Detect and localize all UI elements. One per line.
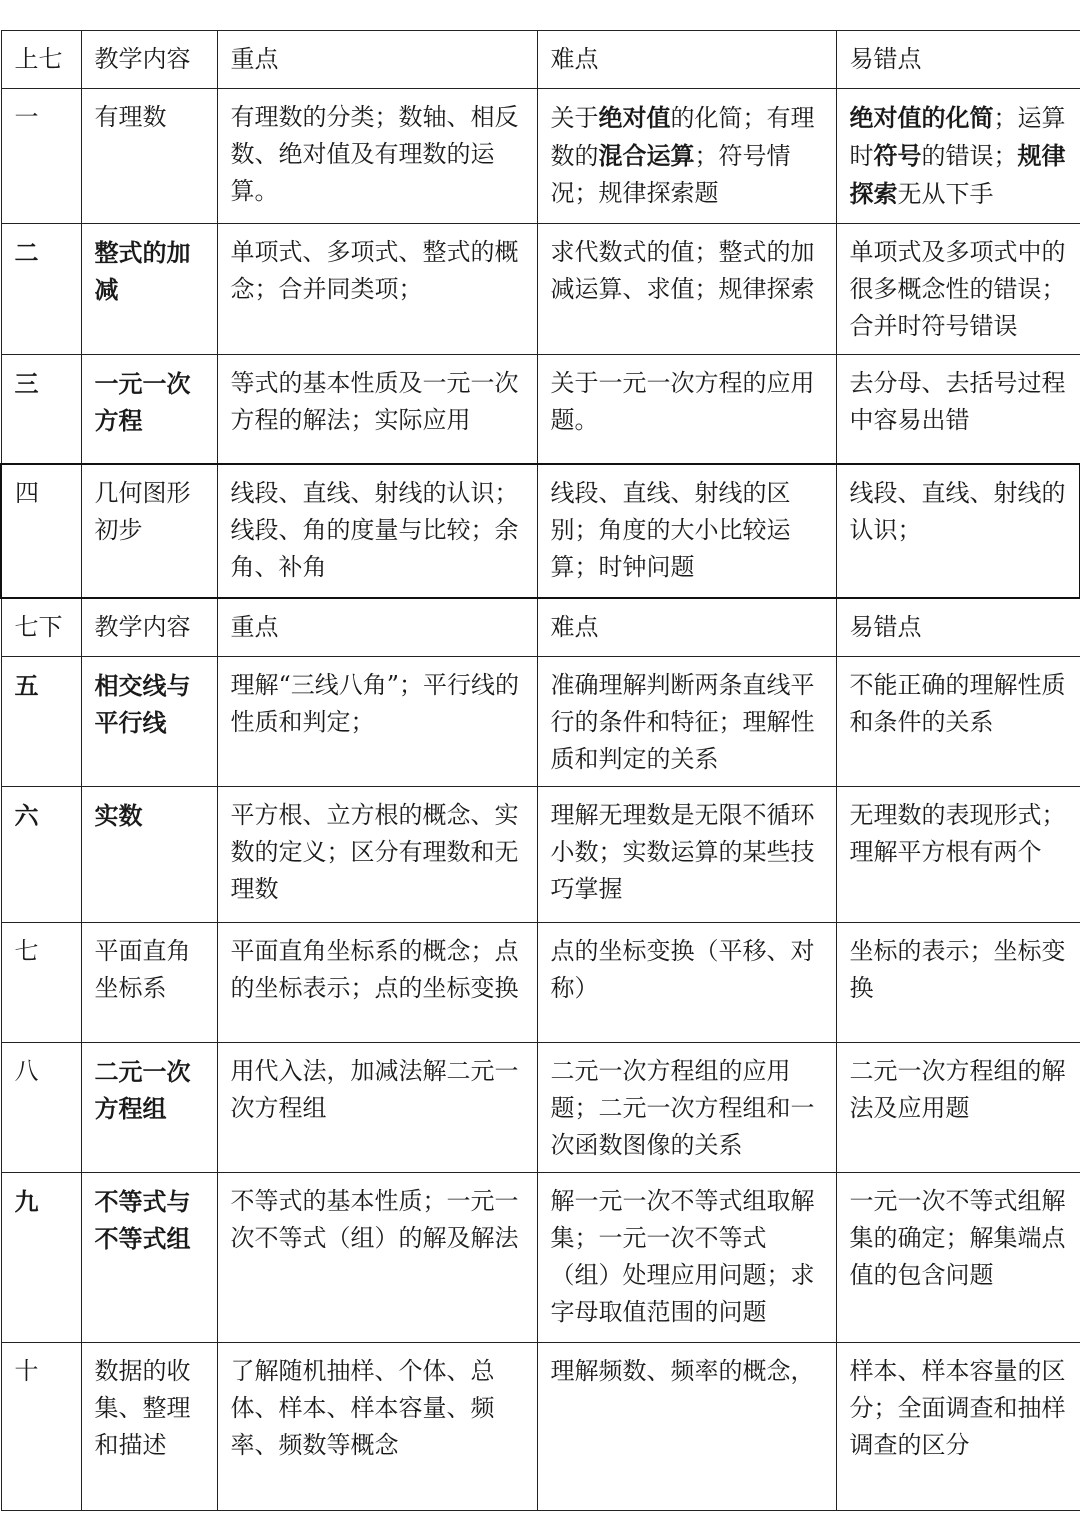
difficulties-cell: 理解频数、频率的概念， [537, 1342, 836, 1510]
text-segment-bold: 绝对值的化简 [849, 103, 994, 132]
difficulties-cell: 线段、直线、射线的区别；角度的大小比较运算；时钟问题 [537, 464, 836, 598]
text-segment-bold: 符号 [873, 141, 922, 170]
header-key-points: 重点 [217, 31, 537, 89]
common-errors-cell: 二元一次方程组的解法及应用题 [836, 1042, 1080, 1172]
common-errors-cell: 不能正确的理解性质和条件的关系 [836, 656, 1080, 786]
header-key-points: 重点 [217, 598, 537, 657]
chapter-topic: 一元一次方程 [81, 355, 217, 464]
table-header-lower [1, 598, 1080, 657]
chapter-topic: 有理数 [81, 89, 217, 224]
header-content: 教学内容 [81, 598, 217, 657]
header-common-errors: 易错点 [836, 31, 1080, 89]
key-points-cell: 不等式的基本性质；一元一次不等式（组）的解及解法 [217, 1172, 537, 1342]
difficulties-cell: 准确理解判断两条直线平行的条件和特征；理解性质和判定的关系 [537, 656, 836, 786]
key-points-cell: 单项式、多项式、整式的概念；合并同类项； [217, 224, 537, 355]
table-row [1, 786, 1080, 922]
common-errors-cell: 样本、样本容量的区分；全面调查和抽样调查的区分 [836, 1342, 1080, 1510]
header-difficulties: 难点 [537, 31, 836, 89]
chapter-topic: 整式的加减 [81, 224, 217, 355]
difficulties-cell: 关于一元一次方程的应用题。 [537, 355, 836, 464]
chapter-number: 九 [1, 1172, 81, 1342]
common-errors-cell: 无理数的表现形式；理解平方根有两个 [836, 786, 1080, 922]
header-difficulties: 难点 [537, 598, 836, 657]
difficulties-cell: 点的坐标变换（平移、对称） [537, 922, 836, 1042]
chapter-number: 七 [1, 922, 81, 1042]
header-grade: 七下 [1, 598, 81, 657]
chapter-topic: 几何图形初步 [81, 464, 217, 598]
text-segment-bold: 规律探索 [849, 141, 1066, 208]
text-segment: 的化简；有理数的 [550, 104, 815, 170]
key-points-cell: 线段、直线、射线的认识；线段、角的度量与比较；余角、补角 [217, 464, 537, 598]
chapter-number: 十 [1, 1342, 81, 1510]
text-segment: ；符号情况；规律探索题 [550, 142, 791, 207]
chapter-topic: 二元一次方程组 [81, 1042, 217, 1172]
table-row [1, 1042, 1080, 1172]
key-points-cell: 平方根、立方根的概念、实数的定义；区分有理数和无理数 [217, 786, 537, 922]
common-errors-cell: 去分母、去括号过程中容易出错 [836, 355, 1080, 464]
header-grade: 上七 [1, 31, 81, 89]
chapter-topic: 平面直角坐标系 [81, 922, 217, 1042]
chapter-number: 五 [1, 656, 81, 786]
chapter-topic: 相交线与平行线 [81, 656, 217, 786]
key-points-cell: 理解“三线八角”；平行线的性质和判定； [217, 656, 537, 786]
text-segment-bold: 绝对值 [598, 103, 671, 132]
header-common-errors: 易错点 [836, 598, 1080, 657]
common-errors-cell [836, 89, 1080, 224]
common-errors-cell: 一元一次不等式组解集的确定；解集端点值的包含问题 [836, 1172, 1080, 1342]
text-segment-bold: 混合运算 [598, 141, 695, 170]
difficulties-cell: 求代数式的值；整式的加减运算、求值；规律探索 [537, 224, 836, 355]
chapter-number: 四 [1, 464, 81, 598]
chapter-number: 一 [1, 89, 81, 224]
chapter-number: 二 [1, 224, 81, 355]
table-row [1, 355, 1080, 464]
chapter-topic: 不等式与不等式组 [81, 1172, 217, 1342]
common-errors-cell: 坐标的表示；坐标变换 [836, 922, 1080, 1042]
key-points-cell: 有理数的分类；数轴、相反数、绝对值及有理数的运算。 [217, 89, 537, 224]
chapter-number: 八 [1, 1042, 81, 1172]
common-errors-cell: 线段、直线、射线的认识； [836, 464, 1080, 598]
chapter-number: 六 [1, 786, 81, 922]
difficulties-cell: 理解无理数是无限不循环小数；实数运算的某些技巧掌握 [537, 786, 836, 922]
table-row [1, 464, 1080, 598]
difficulties-cell: 解一元一次不等式组取解集；一元一次不等式（组）处理应用问题；求字母取值范围的问题 [537, 1172, 836, 1342]
difficulties-cell [537, 89, 836, 224]
curriculum-table [0, 30, 1080, 1511]
key-points-cell: 平面直角坐标系的概念；点的坐标表示；点的坐标变换 [217, 922, 537, 1042]
table-row [1, 1342, 1080, 1510]
text-segment: 关于 [550, 104, 599, 132]
text-segment: 无从下手 [897, 180, 994, 208]
text-segment: 的错误； [921, 142, 1018, 170]
key-points-cell: 用代入法，加减法解二元一次方程组 [217, 1042, 537, 1172]
text-segment: ；运算时 [849, 104, 1066, 170]
difficulties-cell: 二元一次方程组的应用题；二元一次方程组和一次函数图像的关系 [537, 1042, 836, 1172]
table-row [1, 89, 1080, 224]
key-points-cell: 等式的基本性质及一元一次方程的解法；实际应用 [217, 355, 537, 464]
chapter-topic: 实数 [81, 786, 217, 922]
common-errors-cell: 单项式及多项式中的很多概念性的错误；合并时符号错误 [836, 224, 1080, 355]
table-row [1, 922, 1080, 1042]
table-row [1, 224, 1080, 355]
table-header-upper [1, 31, 1080, 89]
chapter-number: 三 [1, 355, 81, 464]
key-points-cell: 了解随机抽样、个体、总体、样本、样本容量、频率、频数等概念 [217, 1342, 537, 1510]
header-content: 教学内容 [81, 31, 217, 89]
chapter-topic: 数据的收集、整理和描述 [81, 1342, 217, 1510]
table-row [1, 656, 1080, 786]
table-row [1, 1172, 1080, 1342]
